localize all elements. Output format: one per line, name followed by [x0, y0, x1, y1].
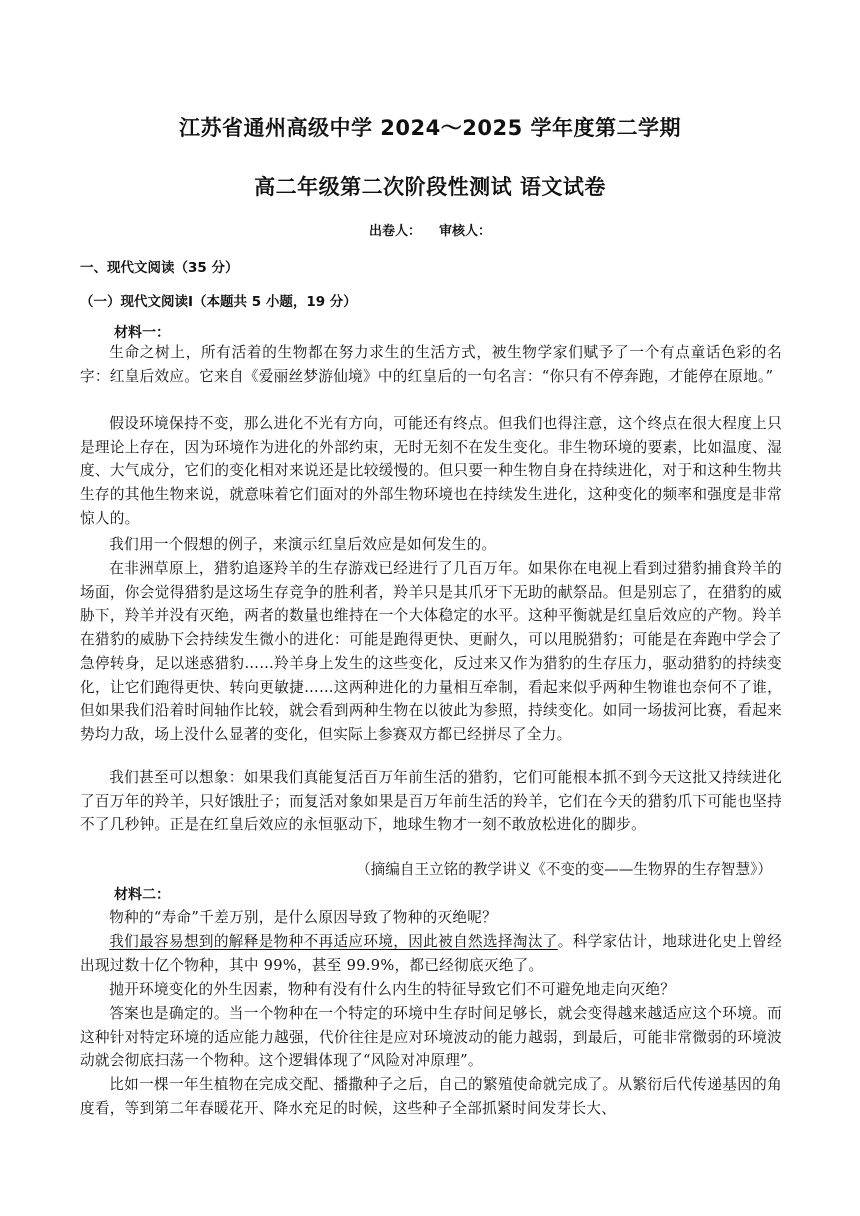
material1-paragraph: 假设环境保持不变，那么进化不光有方向，可能还有终点。但我们也得注意，这个终点在很大程度上只是理论上存在，因为环境作为进化的外部约束，无时无刻不在发生变化。非生物环境的要素，比如温度、湿度、大气成分，它们的变化相对来说还是比较缓慢的。但只要一种生物自身在持续进化，对于和这种生物共生存的其他生物来说，就意味着它们面对的外部生物环境也在持续发生进化，这种变化的频率和强度是非常惊人的。 [80, 415, 782, 527]
author-line [0, 220, 860, 239]
material2-paragraph: 答案也是确定的。当一个物种在一个特定的环境中生存时间足够长，就会变得越来越适应这个环境。而这种针对特定环境的适应能力越强，代价往往是应对环境波动的能力越弱，到最后，可能非常微弱的环境波动就会彻底扫荡一个物种。这个逻辑体现了“风险对冲原理”。 [80, 1005, 782, 1070]
material1-paragraph: 我们用一个假想的例子，来演示红皇后效应是如何发生的。 [109, 536, 497, 553]
material1-paragraph: 生命之树上，所有活着的生物都在努力求生的生活方式，被生物学家们赋予了一个有点童话色彩的名字：红皇后效应。它来自《爱丽丝梦游仙境》中的红皇后的一句名言：“你只有不停奔跑，才能停在原地。” [80, 344, 782, 385]
material2-paragraph: 比如一棵一年生植物在完成交配、播撒种子之后，自己的繁殖使命就完成了。从繁衍后代传递基因的角度看，等到第二年春暖花开、降水充足的时候，这些种子全部抓紧时间发芽长大、 [80, 1076, 782, 1117]
underlined-sentence: 我们最容易想到的解释是物种不再适应环境，因此被自然选择淘汰了 [109, 933, 558, 950]
section1-heading: 一、现代文阅读（35 分） [80, 260, 239, 276]
reviewer-label: 审核人： [439, 224, 492, 239]
material1-source: （摘编自王立铭的教学讲义《不变的变——生物界的生存智慧》） [356, 861, 772, 878]
exam-title-line2: 高二年级第二次阶段性测试 语文试卷 [254, 175, 606, 199]
material2-paragraph: 抛开环境变化的外生因素，物种有没有什么内生的特征导致它们不可避免地走向灭绝？ [109, 981, 676, 998]
material1-label: 材料一： [114, 325, 170, 341]
material1-paragraph: 在非洲草原上，猎豹追逐羚羊的生存游戏已经进行了几百万年。如果你在电视上看到过猎豹捕食羚羊的场面，你会觉得猎豹是这场生存竞争的胜利者，羚羊只是其爪牙下无助的献祭品。但是别忘了，在猎豹的威胁下，羚羊并没有灭绝，两者的数量也维持在一个大体稳定的水平。这种平衡就是红皇后效应的产物。羚羊在猎豹的威胁下会持续发生微小的进化：可能是跑得更快、更耐久，可以甩脱猎豹；可能是在奔跑中学会了急停转身，足以迷惑猎豹……羚羊身上发生的这些变化，反过来又作为猎豹的生存压力，驱动猎豹的持续变化，让它们跑得更快、转向更敏捷……这两种进化的力量相互牵制，看起来似乎两种生物谁也奈何不了谁，但如果我们沿着时间轴作比较，就会看到两种生物在以彼此为参照，持续变化。如同一场拔河比赛，看起来势均力敌，场上没什么显著的变化，但实际上参赛双方都已经拼尽了全力。 [80, 560, 782, 743]
subsection1-heading: （一）现代文阅读Ⅰ（本题共 5 小题，19 分） [80, 294, 357, 310]
material1-paragraph: 我们甚至可以想象：如果我们真能复活百万年前生活的猎豹，它们可能根本抓不到今天这批又持续进化了百万年的羚羊，只好饿肚子；而复活对象如果是百万年前生活的羚羊，它们在今天的猎豹爪下可能也坚持不了几秒钟。正是在红皇后效应的永恒驱动下，地球生物才一刻不敢放松进化的脚步。 [80, 769, 782, 834]
exam-title-line1: 江苏省通州高级中学 2024～2025 学年度第二学期 [178, 116, 681, 140]
paragraph-continuation: 。科学家估计，地球进化史上曾经出现过数十亿个物种，其中 99%，甚至 99.9%，都已经彻底灭绝了。 [80, 933, 782, 974]
material2-paragraph [80, 930, 782, 977]
material2-label: 材料二： [114, 887, 170, 903]
author-label: 出卷人： [368, 224, 421, 239]
material2-paragraph: 物种的“寿命”千差万别，是什么原因导致了物种的灭绝呢？ [109, 909, 498, 926]
